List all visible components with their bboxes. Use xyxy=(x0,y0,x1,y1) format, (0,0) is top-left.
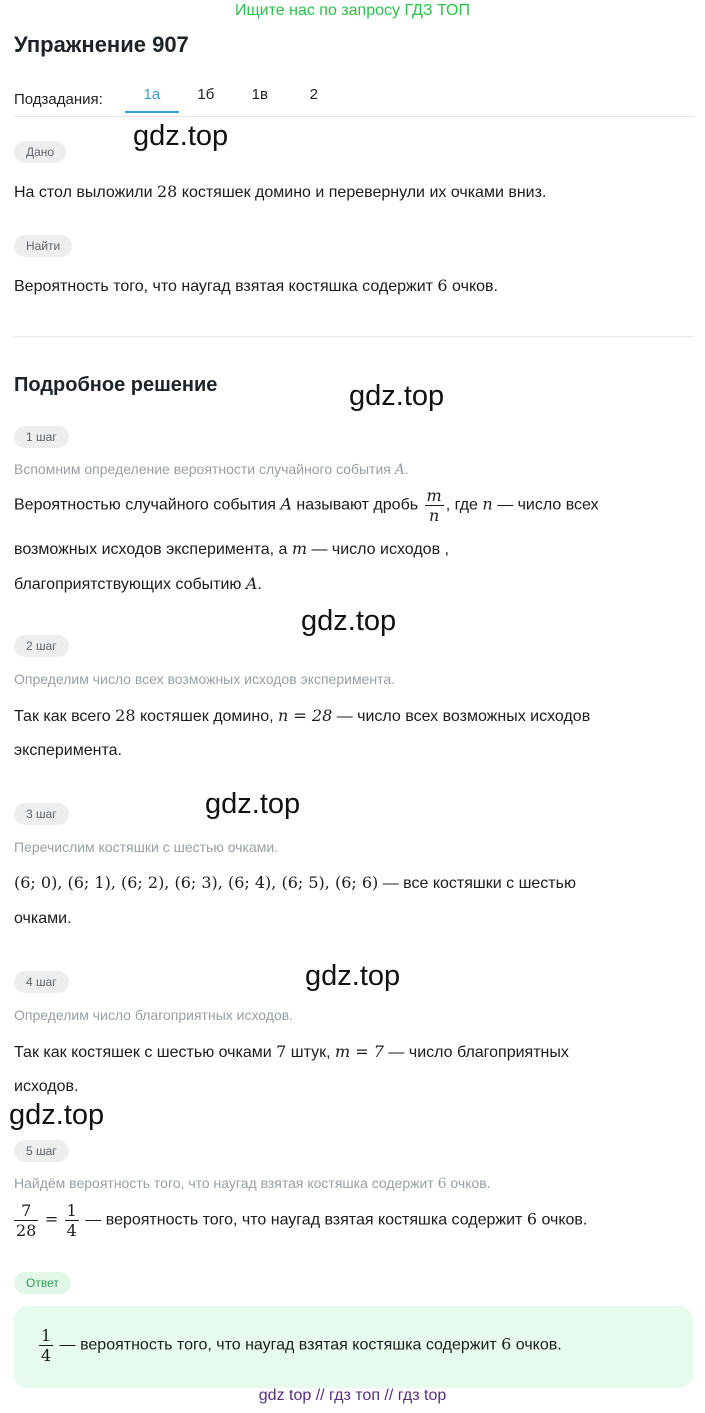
tab-2[interactable]: 2 xyxy=(309,86,318,103)
section-divider xyxy=(14,336,694,337)
step-1-line-3: благоприятствующих событию A. xyxy=(14,574,262,593)
watermark: gdz.top xyxy=(205,788,301,820)
step-3-line-2: очками. xyxy=(14,910,72,927)
given-chip: Дано xyxy=(14,141,66,163)
tab-1v[interactable]: 1в xyxy=(251,86,268,103)
tab-underline-divider xyxy=(14,116,694,117)
subtasks-label: Подзадания: xyxy=(14,91,103,108)
find-chip: Найти xyxy=(14,235,72,257)
step-2-line-2: эксперимента. xyxy=(14,742,122,759)
step-2-hint: Определим число всех возможных исходов эксперимента. xyxy=(14,671,396,687)
step-3-line-1: (6; 0), (6; 1), (6; 2), (6; 3), (6; 4), (6; 5), (6; 6) — все костяшки с шестью xyxy=(14,873,576,892)
answer-text: $\frac{1}{4}$ — вероятность того, что наугад взятая костяшка содержит 6 очков. xyxy=(41,1326,562,1365)
fraction-1-over-4: $\frac{1}{4}$ xyxy=(66,1201,77,1240)
step-3-chip: 3 шаг xyxy=(14,803,69,825)
given-text: На стол выложили 28 костяшек домино и перевернули их очками вниз. xyxy=(14,182,547,201)
step-3-hint: Перечислим костяшки с шестью очками. xyxy=(14,839,279,855)
step-5-chip: 5 шаг xyxy=(14,1140,69,1162)
search-banner: Ищите нас по запросу ГДЗ ТОП xyxy=(235,2,470,19)
step-4-line-2: исходов. xyxy=(14,1078,79,1095)
answer-fraction-1-over-4: $\frac{1}{4}$ xyxy=(41,1326,52,1365)
subtasks-nav xyxy=(14,86,341,113)
solution-title: Подробное решение xyxy=(14,374,218,396)
tab-1b[interactable]: 1б xyxy=(197,86,215,103)
find-text: Вероятность того, что наугад взятая костяшка содержит 6 очков. xyxy=(14,276,498,295)
step-2-chip: 2 шаг xyxy=(14,635,69,657)
watermark: gdz.top xyxy=(305,960,401,992)
step-5-hint: Найдём вероятность того, что наугад взятая костяшка содержит 6 очков. xyxy=(14,1175,491,1192)
step-1-line-2: возможных исходов эксперимента, а m — число исходов , xyxy=(14,539,449,558)
step-1-line-1: Вероятностью случайного события A называют дробь $\frac{m}{n}$ , где n — число всех xyxy=(14,486,599,525)
step-4-line-1: Так как костяшек с шестью очками 7 штук, m = 7 — число благоприятных xyxy=(14,1042,569,1061)
watermark: gdz.top xyxy=(349,380,445,412)
page-title: Упражнение 907 xyxy=(14,32,189,57)
step-1-hint: Вспомним определение вероятности случайного события A. xyxy=(14,461,409,478)
fraction-m-over-n: $\frac{m}{n}$ xyxy=(426,486,442,525)
watermark: gdz.top xyxy=(9,1099,105,1131)
step-5-line-1: $\frac{7}{28}$ = $\frac{1}{4}$ — вероятность того, что наугад взятая костяшка содержит 6 очков. xyxy=(16,1201,588,1240)
footer-links: gdz top // гдз топ // гдз top xyxy=(258,1387,447,1404)
tab-1a[interactable]: 1а xyxy=(125,86,179,113)
answer-chip: Ответ xyxy=(14,1272,71,1294)
fraction-7-over-28: $\frac{7}{28}$ xyxy=(16,1201,37,1240)
watermark: gdz.top xyxy=(133,120,229,152)
step-4-chip: 4 шаг xyxy=(14,971,69,993)
step-2-line-1: Так как всего 28 костяшек домино, n = 28 — число всех возможных исходов xyxy=(14,706,591,725)
step-4-hint: Определим число благоприятных исходов. xyxy=(14,1007,294,1023)
watermark: gdz.top xyxy=(301,605,397,637)
step-1-chip: 1 шаг xyxy=(14,426,69,448)
